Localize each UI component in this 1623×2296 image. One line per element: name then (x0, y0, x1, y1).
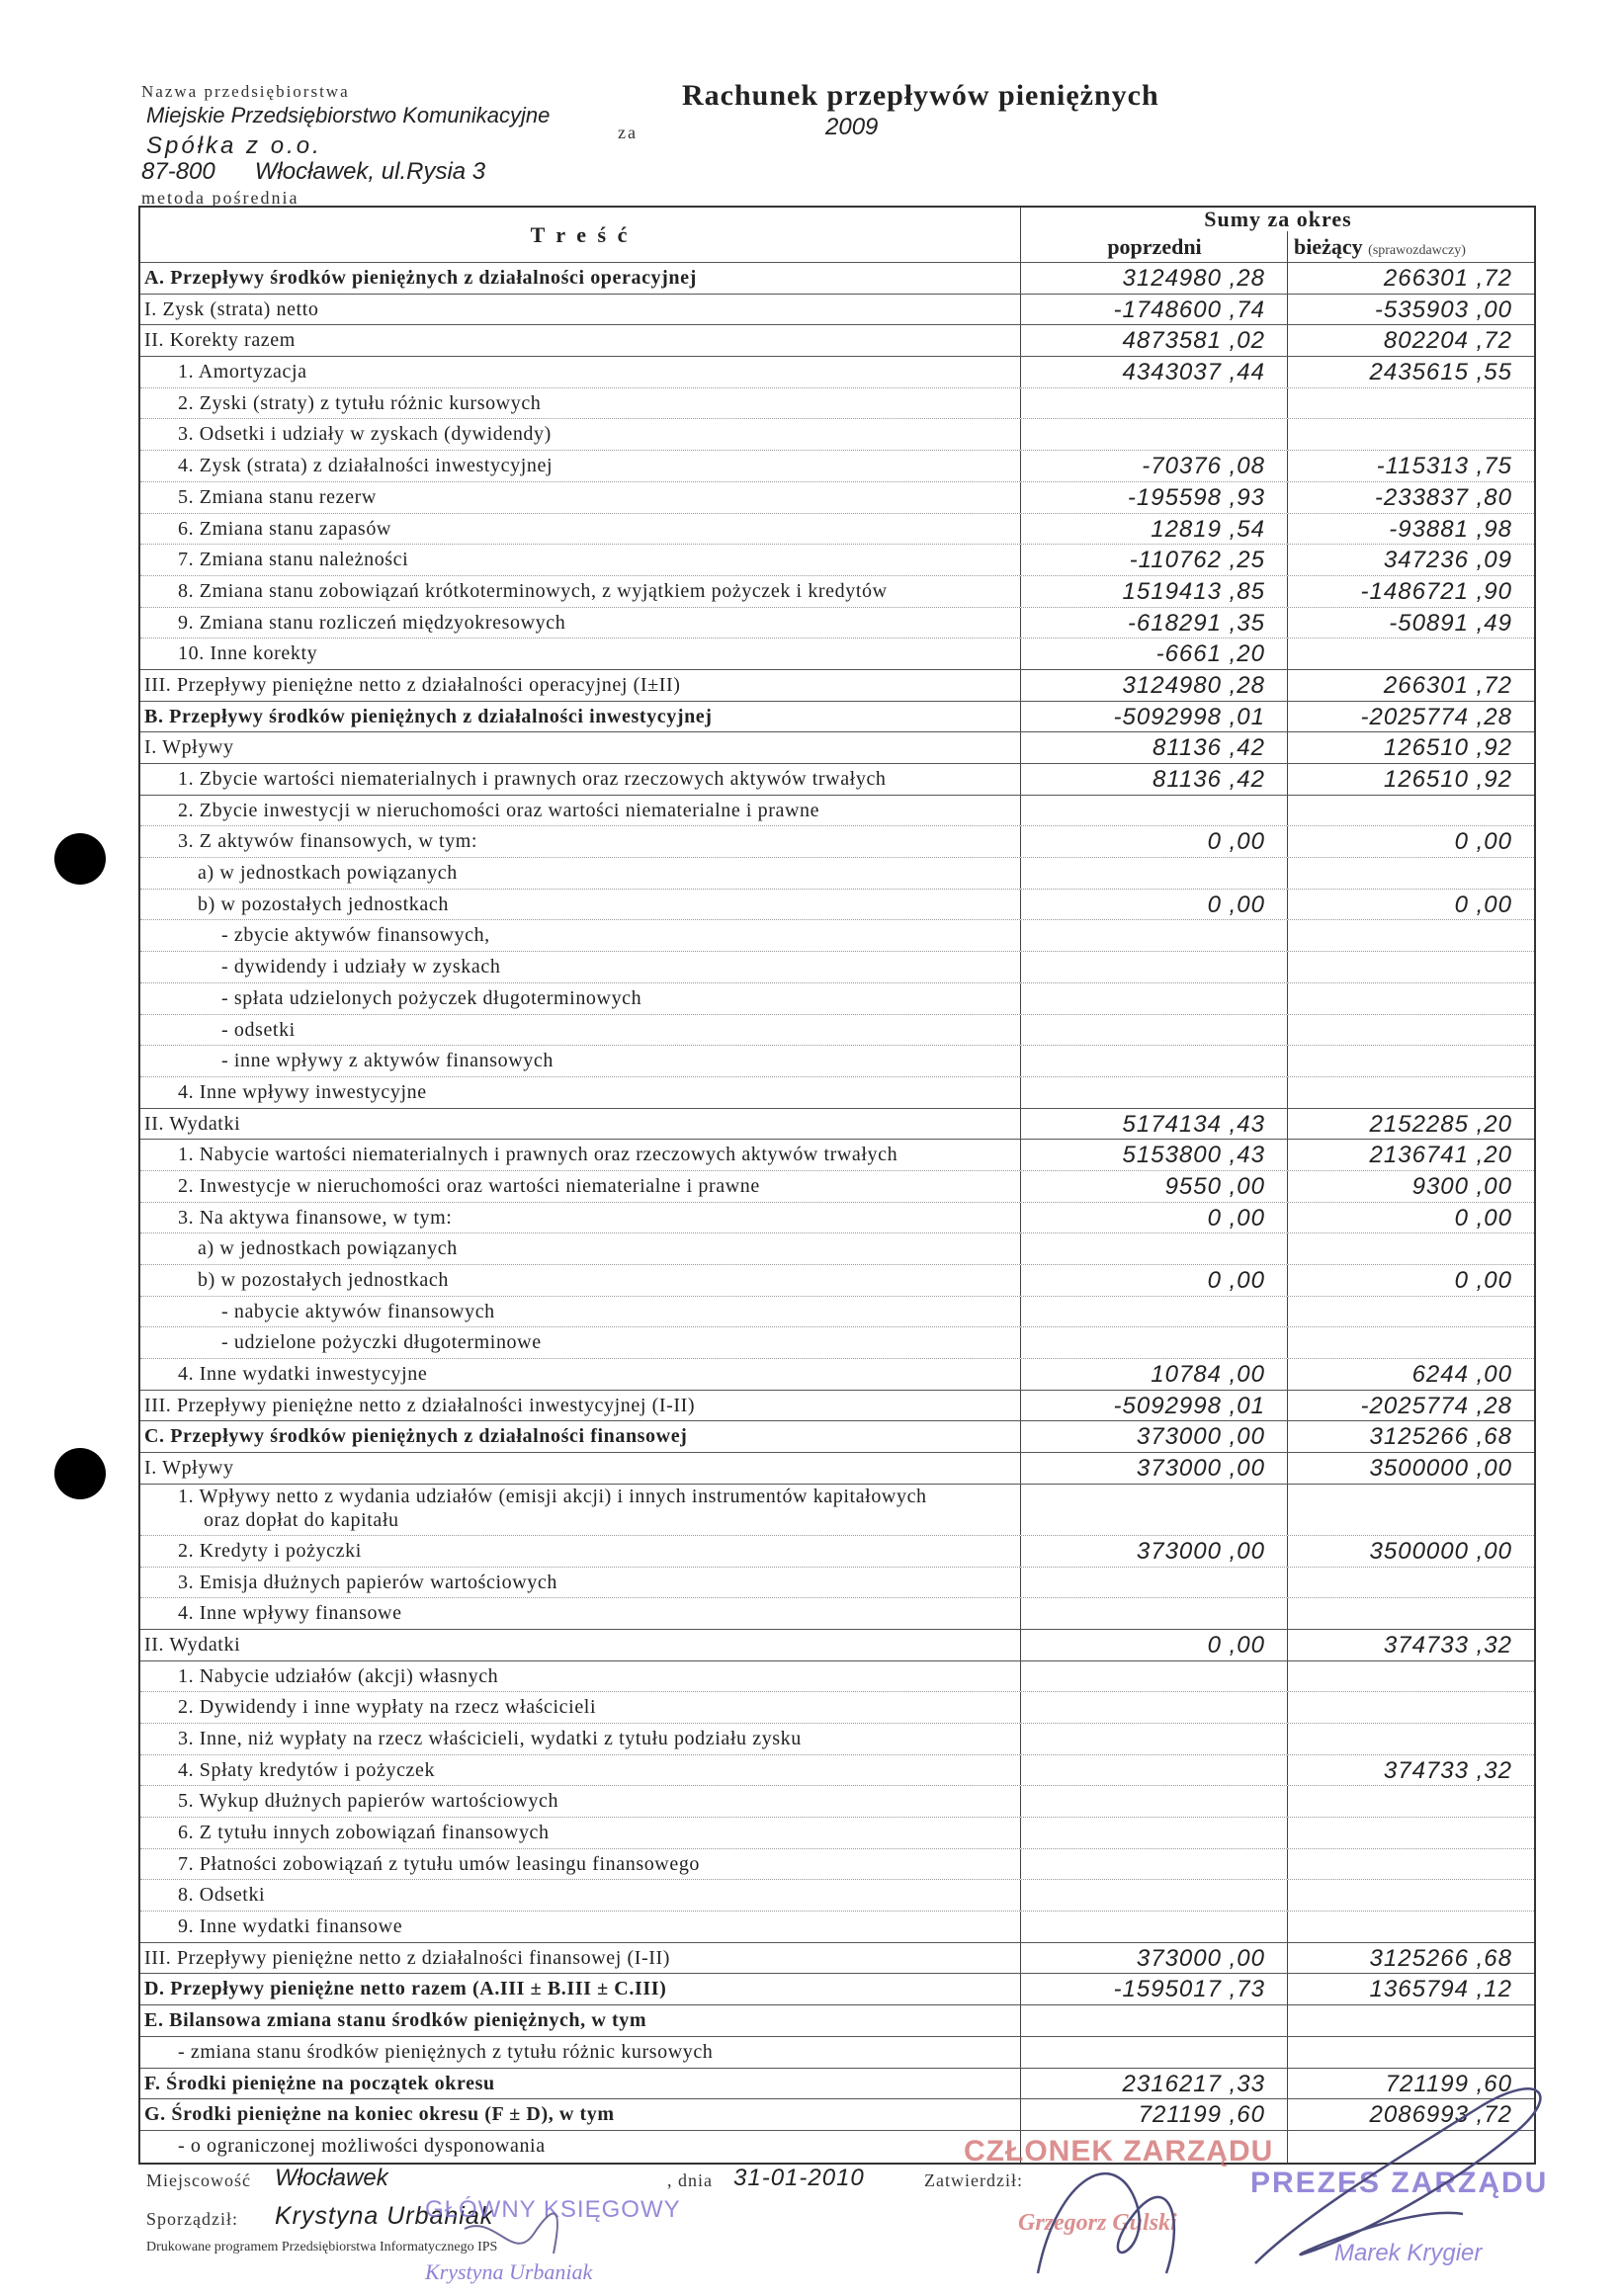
row-label-text: - spłata udzielonych pożyczek długoterminowych (221, 986, 642, 1009)
row-label-text: 6. Z tytułu innych zobowiązań finansowych (178, 1822, 550, 1843)
value-current: 3125266 ,68 (1287, 1421, 1534, 1452)
row-label-text: G. Środki pieniężne na koniec okresu (F ± D), w tym (144, 2103, 615, 2126)
row-label-text: II. Wydatki (144, 1112, 241, 1135)
row-label-text: 3. Inne, niż wypłaty na rzecz właścicieli, wydatki z tytułu podziału zysku (178, 1727, 802, 1749)
value-previous: -6661 ,20 (1020, 638, 1287, 669)
row-label-text: 2. Kredyty i pożyczki (178, 1539, 362, 1562)
value-current: 126510 ,92 (1287, 764, 1534, 795)
value-previous: 81136 ,42 (1020, 764, 1287, 795)
signature-president (1255, 2088, 1540, 2263)
board-member-stamp-title: CZŁONEK ZARZĄDU (964, 2135, 1274, 2168)
value-previous: 0 ,00 (1020, 890, 1287, 920)
row-label-text: 9. Zmiana stanu rozliczeń międzyokresowych (178, 611, 566, 634)
place-value: Włocławek (275, 2165, 388, 2191)
value-previous: 0 ,00 (1020, 1203, 1287, 1233)
value-previous: -5092998 ,01 (1020, 1391, 1287, 1421)
value-previous: 3124980 ,28 (1020, 670, 1287, 701)
signature-board-member (1038, 2173, 1174, 2273)
row-label-text: 5. Zmiana stanu rezerw (178, 485, 377, 508)
row-label-text: 2. Zbycie inwestycji w nieruchomości oraz wartości niematerialne i prawne (178, 799, 820, 821)
header-sums: Sumy za okres (1020, 208, 1535, 231)
value-previous: 373000 ,00 (1020, 1421, 1287, 1452)
value-current: 374733 ,32 (1287, 1630, 1534, 1660)
date-value: 31-01-2010 (733, 2165, 865, 2191)
company-label: Nazwa przedsiębiorstwa (141, 82, 350, 101)
value-current: 0 ,00 (1287, 1203, 1534, 1233)
value-previous: 4343037 ,44 (1020, 357, 1287, 387)
row-label-text: 2. Inwestycje w nieruchomości oraz wartości niematerialne i prawne (178, 1174, 760, 1197)
value-current: 126510 ,92 (1287, 732, 1534, 763)
value-current: 2136741 ,20 (1287, 1140, 1534, 1170)
value-previous: 4873581 ,02 (1020, 325, 1287, 356)
header-tresc: T r e ś ć (530, 222, 631, 247)
row-label-text: a) w jednostkach powiązanych (198, 862, 458, 885)
row-label-text: - udzielone pożyczki długoterminowe (221, 1331, 542, 1354)
row-label-text: 9. Inne wydatki finansowe (178, 1915, 403, 1938)
row-label-text: - zmiana stanu środków pieniężnych z tytułu różnic kursowych (178, 2040, 714, 2063)
za-label: za (618, 123, 638, 142)
value-current: -233837 ,80 (1287, 482, 1534, 513)
row-label-text: - o ograniczonej możliwości dysponowania (178, 2134, 546, 2157)
row-label-text: C. Przepływy środków pieniężnych z działalności finansowej (144, 1425, 688, 1448)
value-current: 3125266 ,68 (1287, 1943, 1534, 1974)
row-label-text: 1. Wpływy netto z wydania udziałów (emisji akcji) i innych instrumentów kapitałowych (178, 1485, 927, 1507)
row-label-text: - zbycie aktywów finansowych, (221, 924, 490, 947)
value-previous: 2316217 ,33 (1020, 2069, 1287, 2099)
value-current: -115313 ,75 (1287, 451, 1534, 481)
value-previous: -618291 ,35 (1020, 608, 1287, 638)
value-previous: 0 ,00 (1020, 1630, 1287, 1660)
value-current: 9300 ,00 (1287, 1171, 1534, 1202)
row-label-text: 3. Odsetki i udziały w zyskach (dywidendy) (178, 423, 552, 446)
row-label-text: 1. Nabycie udziałów (akcji) własnych (178, 1664, 499, 1687)
date-label: , dnia (667, 2170, 713, 2190)
value-previous: 373000 ,00 (1020, 1943, 1287, 1974)
row-label-text: D. Przepływy pieniężne netto razem (A.III ± B.III ± C.III) (144, 1978, 667, 2000)
printed-by-note: Drukowane programem Przedsiębiorstwa Informatycznego IPS (146, 2240, 498, 2254)
value-previous: -1595017 ,73 (1020, 1974, 1287, 2004)
value-previous: 373000 ,00 (1020, 1536, 1287, 1567)
row-label-text: 1. Amortyzacja (178, 361, 307, 383)
row-label-text: 2. Zyski (straty) z tytułu różnic kursowych (178, 391, 542, 414)
value-previous: 5174134 ,43 (1020, 1109, 1287, 1140)
row-label-text: E. Bilansowa zmiana stanu środków pieniężnych, w tym (144, 2009, 647, 2032)
value-previous: 3124980 ,28 (1020, 263, 1287, 294)
value-current: 266301 ,72 (1287, 263, 1534, 294)
header-prev: poprzedni (1020, 231, 1288, 263)
value-current: 2152285 ,20 (1287, 1109, 1534, 1140)
value-current: 2435615 ,55 (1287, 357, 1534, 387)
value-previous: -5092998 ,01 (1020, 702, 1287, 732)
value-previous: 0 ,00 (1020, 1265, 1287, 1296)
value-current: 0 ,00 (1287, 826, 1534, 857)
company-name-line2: Spółka z o.o. (146, 132, 322, 159)
value-current: 266301 ,72 (1287, 670, 1534, 701)
value-previous: -1748600 ,74 (1020, 295, 1287, 325)
value-previous: 721199 ,60 (1020, 2099, 1287, 2130)
row-label-text: B. Przepływy środków pieniężnych z działalności inwestycyjnej (144, 705, 713, 727)
value-previous: 9550 ,00 (1020, 1171, 1287, 1202)
row-label-text: II. Wydatki (144, 1633, 241, 1656)
row-label-text: II. Korekty razem (144, 329, 296, 352)
row-label-text: I. Wpływy (144, 1457, 234, 1480)
value-current: 0 ,00 (1287, 890, 1534, 920)
value-current: 802204 ,72 (1287, 325, 1534, 356)
row-label-text: 4. Spłaty kredytów i pożyczek (178, 1758, 436, 1781)
row-label-text: III. Przepływy pieniężne netto z działalności inwestycyjnej (I-II) (144, 1394, 696, 1416)
row-label-text: - odsetki (221, 1018, 296, 1041)
row-label-text: 1. Nabycie wartości niematerialnych i prawnych oraz rzeczowych aktywów trwałych (178, 1144, 898, 1166)
row-label-text: I. Wpływy (144, 736, 234, 759)
row-label-text: - nabycie aktywów finansowych (221, 1300, 495, 1322)
chief-accountant-stamp-title: GŁÓWNY KSIĘGOWY (425, 2196, 681, 2223)
value-previous: -195598 ,93 (1020, 482, 1287, 513)
value-previous: 373000 ,00 (1020, 1453, 1287, 1484)
value-current: 347236 ,09 (1287, 545, 1534, 575)
row-label-text: 4. Inne wydatki inwestycyjne (178, 1363, 428, 1386)
row-label-text: 3. Emisja dłużnych papierów wartościowych (178, 1571, 557, 1593)
value-current: -1486721 ,90 (1287, 576, 1534, 607)
row-label-text: 3. Na aktywa finansowe, w tym: (178, 1206, 453, 1229)
value-current: 0 ,00 (1287, 1265, 1534, 1296)
row-label-text: 2. Dywidendy i inne wypłaty na rzecz właścicieli (178, 1696, 597, 1719)
value-previous: 1519413 ,85 (1020, 576, 1287, 607)
value-current: -2025774 ,28 (1287, 1391, 1534, 1421)
row-label-text: F. Środki pieniężne na początek okresu (144, 2072, 495, 2094)
value-previous: 0 ,00 (1020, 826, 1287, 857)
row-label-text: - dywidendy i udziały w zyskach (221, 956, 501, 978)
report-year: 2009 (825, 114, 879, 140)
row-label-text: III. Przepływy pieniężne netto z działalności operacyjnej (I±II) (144, 673, 681, 696)
row-label-text: - inne wpływy z aktywów finansowych (221, 1050, 554, 1072)
value-current: -93881 ,98 (1287, 514, 1534, 545)
row-label-text: I. Zysk (strata) netto (144, 298, 319, 320)
row-label-text: 4. Inne wpływy inwestycyjne (178, 1080, 427, 1103)
value-previous: -110762 ,25 (1020, 545, 1287, 575)
row-label-text: 1. Zbycie wartości niematerialnych i prawnych oraz rzeczowych aktywów trwałych (178, 768, 887, 790)
value-current: 374733 ,32 (1287, 1755, 1534, 1786)
method-label: metoda pośrednia (141, 188, 299, 208)
value-current: -50891 ,49 (1287, 608, 1534, 638)
prepared-label: Sporządził: (146, 2209, 238, 2229)
document-title: Rachunek przepływów pieniężnych (682, 79, 1159, 112)
row-label-text: 8. Zmiana stanu zobowiązań krótkoterminowych, z wyjątkiem pożyczek i kredytów (178, 579, 888, 602)
row-label-text: 4. Inne wpływy finansowe (178, 1602, 402, 1625)
value-previous: 10784 ,00 (1020, 1359, 1287, 1390)
row-label-text: b) w pozostałych jednostkach (198, 893, 449, 915)
value-current: 721199 ,60 (1287, 2069, 1534, 2099)
row-label-text: 3. Z aktywów finansowych, w tym: (178, 830, 478, 853)
president-stamp-name: Marek Krygier (1334, 2240, 1483, 2266)
row-label-text: A. Przepływy środków pieniężnych z działalności operacyjnej (144, 267, 697, 289)
value-previous: 12819 ,54 (1020, 514, 1287, 545)
row-label-text: III. Przepływy pieniężne netto z działalności finansowej (I-II) (144, 1946, 671, 1969)
value-current: 2086993 ,72 (1287, 2099, 1534, 2130)
chief-accountant-stamp-name: Krystyna Urbaniak (425, 2259, 593, 2284)
row-label-text: 7. Płatności zobowiązań z tytułu umów leasingu finansowego (178, 1852, 701, 1875)
value-current: 6244 ,00 (1287, 1359, 1534, 1390)
row-label-text: 7. Zmiana stanu należności (178, 549, 409, 571)
value-current: 1365794 ,12 (1287, 1974, 1534, 2004)
approved-label: Zatwierdził: (924, 2170, 1023, 2190)
company-name-line1: Miejskie Przedsiębiorstwo Komunikacyjne (146, 103, 551, 128)
place-label: Miejscowość (146, 2170, 251, 2190)
signature-accountant (465, 2214, 557, 2253)
row-label-text: 4. Zysk (strata) z działalności inwestycyjnej (178, 455, 554, 477)
row-label-text: 6. Zmiana stanu zapasów (178, 517, 391, 540)
header-cur-label: bieżący (1294, 234, 1363, 259)
row-label-text: 10. Inne korekty (178, 642, 318, 665)
value-current: 3500000 ,00 (1287, 1536, 1534, 1567)
company-address: 87-800 Włocławek, ul.Rysia 3 (141, 158, 486, 185)
row-label-text: b) w pozostałych jednostkach (198, 1269, 449, 1291)
row-label-text: a) w jednostkach powiązanych (198, 1237, 458, 1260)
value-previous: 5153800 ,43 (1020, 1140, 1287, 1170)
header-cur-note: (sprawozdawczy) (1368, 243, 1466, 258)
value-current: -2025774 ,28 (1287, 702, 1534, 732)
prepared-by: Krystyna Urbaniak (275, 2202, 494, 2230)
value-current: -535903 ,00 (1287, 295, 1534, 325)
board-member-stamp-name: Grzegorz Gulski (1018, 2210, 1177, 2236)
row-label-text-continued: oraz dopłat do kapitału (204, 1508, 399, 1531)
president-stamp-title: PREZES ZARZĄDU (1250, 2167, 1549, 2199)
value-previous: 81136 ,42 (1020, 732, 1287, 763)
value-current: 3500000 ,00 (1287, 1453, 1534, 1484)
row-label-text: 5. Wykup dłużnych papierów wartościowych (178, 1790, 559, 1813)
value-previous: -70376 ,08 (1020, 451, 1287, 481)
row-label-text: 8. Odsetki (178, 1884, 266, 1907)
